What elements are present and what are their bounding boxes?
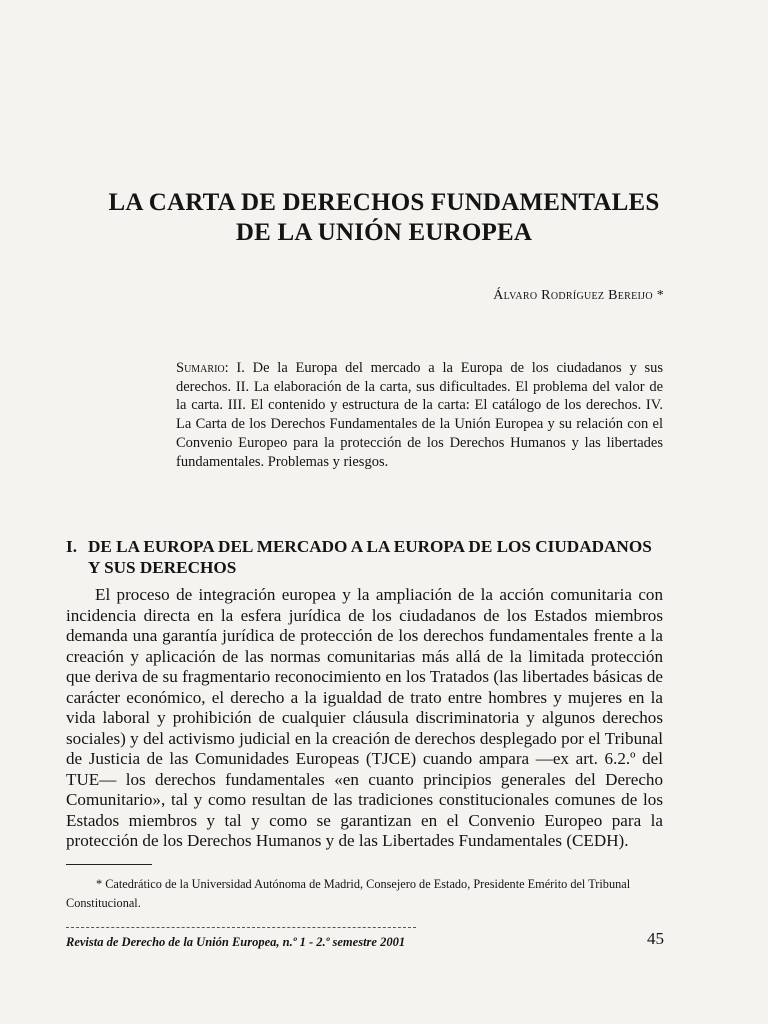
- footnote-separator: [66, 864, 152, 865]
- article-title-line1: LA CARTA DE DERECHOS FUNDAMENTALES: [108, 189, 660, 216]
- body-paragraph: El proceso de integración europea y la ampliación de la acción comunitaria con incidencia directa en la esfera jurídica de los ciudadanos de los Estados miembros demanda una garantía jurídica de protección de los derechos fundamentales frente a la creación y aplicación de las normas comunitarias más allá de la limitada protección que deriva de su fragmentario reconocimiento en los Tratados (las libertades básicas de carácter económico, el derecho a la igualdad de trato entre hombres y mujeres en la vida laboral y prohibición de cualquier cláusula discriminatoria y algunos derechos sociales) y del activismo judicial en la creación de derechos desplegado por el Tribunal de Justicia de las Comunidades Europeas (TJCE) cuando ampara —ex art. 6.2.º del TUE— los derechos fundamentales «en cuanto principios generales del Derecho Comunitario», tal y como resultan de las tradiciones constitucionales comunes de los Estados miembros y tal y como se garantizan en el Convenio Europeo para la protección de los Derechos Humanos y de las Libertades Fundamentales (CEDH).: [66, 585, 663, 850]
- section-heading: [66, 537, 666, 578]
- article-title: [60, 188, 708, 248]
- summary-text: I. De la Europa del mercado a la Europa de los ciudadanos y sus derechos. II. La elaboración de la carta, sus dificultades. El problema del valor de la carta. III. El contenido y estructura de la carta: El catálogo de los derechos. IV. La Carta de los Derechos Fundamentales de la Unión Europea y su relación con el Convenio Europeo para la protección de los Derechos Humanos y las libertades fundamentales. Problemas y riesgos.: [176, 360, 663, 470]
- journal-citation: Revista de Derecho de la Unión Europea, n.º 1 - 2.º semestre 2001: [66, 935, 406, 949]
- summary-label: Sumario:: [176, 360, 229, 376]
- section-number: I.: [66, 537, 77, 556]
- article-title-line2: DE LA UNIÓN EUROPEA: [235, 219, 533, 246]
- author-name: Álvaro Rodríguez Bereijo *: [493, 288, 664, 303]
- footnote: * Catedrático de la Universidad Autónoma de Madrid, Consejero de Estado, Presidente Emérito del Tribunal Constitucional.: [66, 877, 631, 910]
- section-title-line2: Y SUS DERECHOS: [88, 557, 237, 577]
- footer-divider: [66, 927, 416, 928]
- summary-block: [176, 359, 663, 471]
- page-number: 45: [647, 929, 664, 948]
- section-title-line1: DE LA EUROPA DEL MERCADO A LA EUROPA DE LOS CIUDADANOS: [88, 537, 652, 556]
